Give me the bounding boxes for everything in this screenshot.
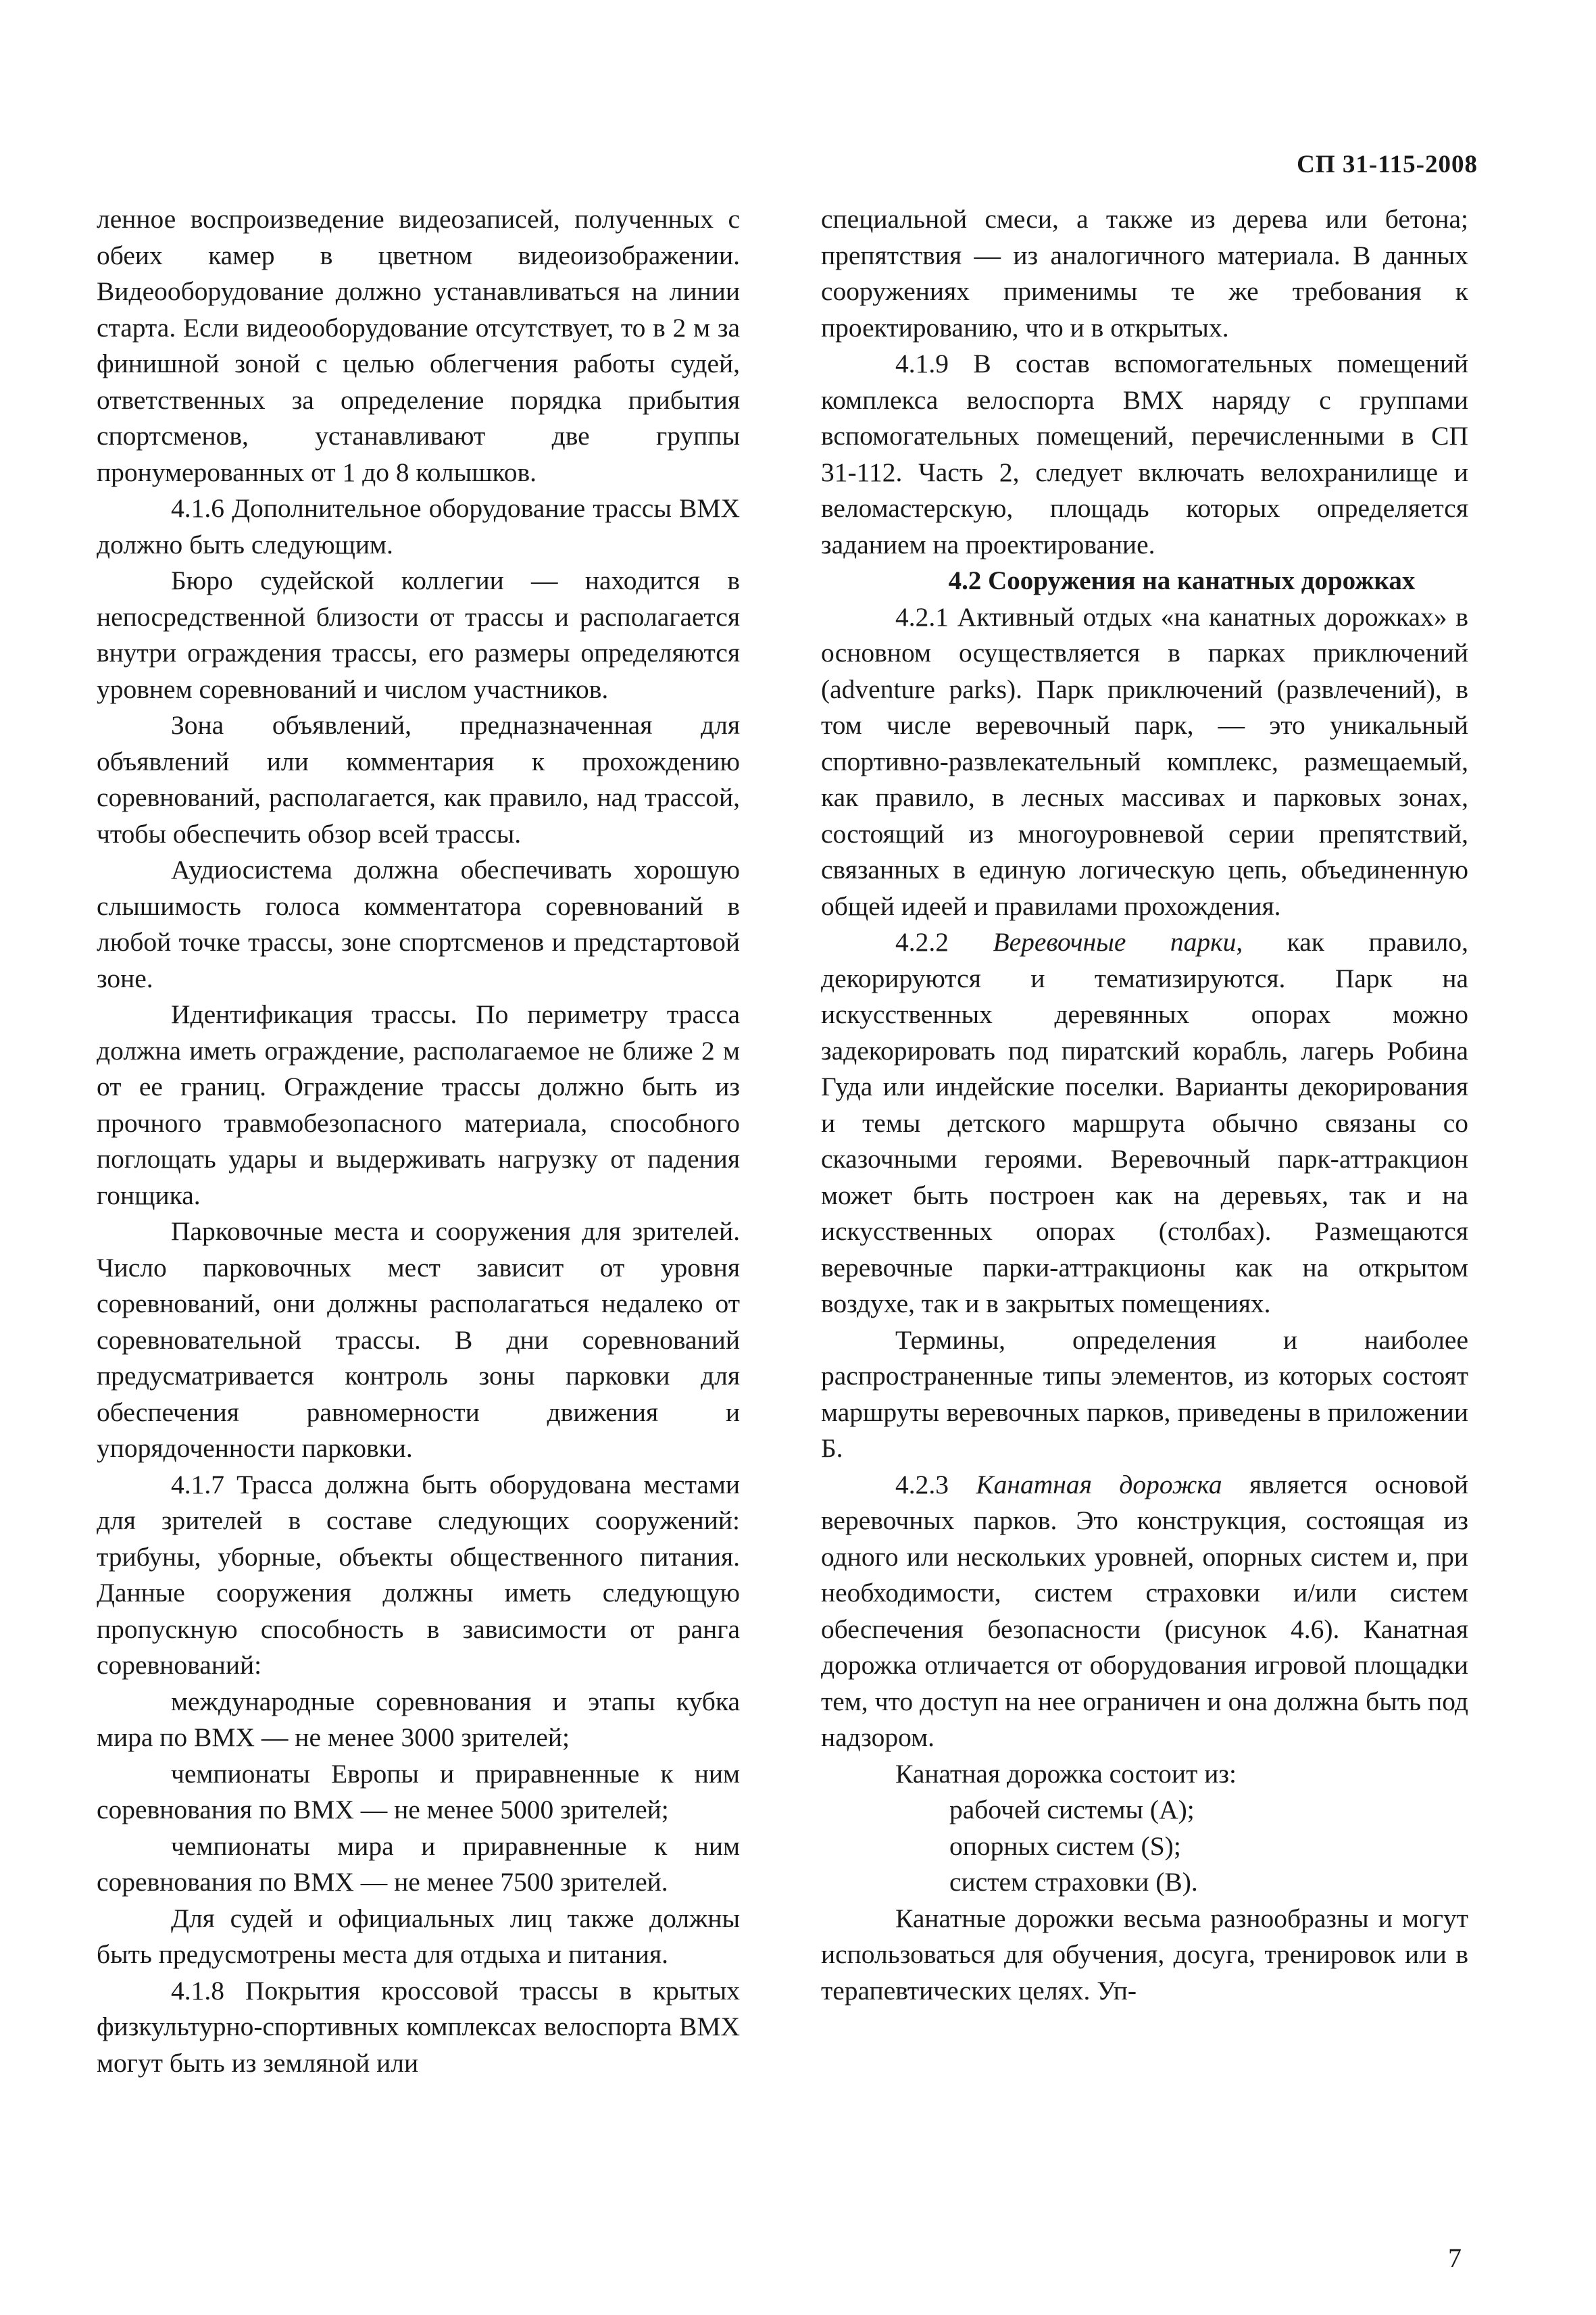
paragraph: 4.1.6 Дополнительное оборудование трассы ВМХ должно быть следующим. (97, 493, 740, 559)
list-item: международные соревнования и этапы кубка мира по ВМХ — не менее 3000 зрителей; (97, 1686, 740, 1752)
paragraph: Бюро судейской коллегии — находится в непосредственной близости от трассы и располагается внутри ограждения трассы, его размеры определяются уровнем соревнований и числом участников. (97, 566, 740, 704)
list-item: чемпионаты мира и приравненные к ним соревнования по ВМХ — не менее 7500 зрителей. (97, 1831, 740, 1897)
left-column (97, 201, 740, 2081)
paragraph: Канатные дорожки весьма разнообразны и могут использоваться для обучения, досуга, тренировок или в терапевтических целях. Уп- (821, 1903, 1468, 2006)
section-title: 4.2 Сооружения на канатных дорожках (948, 566, 1416, 595)
paragraph: 4.1.7 Трасса должна быть оборудована местами для зрителей в составе следующих сооружений: трибуны, уборные, объекты общественного питания. Данные сооружения должны иметь следующую пропускную способность в зависимости от ранга соревнований: (97, 1469, 740, 1680)
paragraph-text: , как правило, декорируются и тематизируются. Парк на искусственных деревянных опорах можно задекорировать под пиратский корабль, лагерь Робина Гуда или индейские поселки. Варианты декорирования и темы детского маршрута обычно связаны со сказочными героями. Веревочный парк-аттракцион может быть построен как на деревьях, так и на искусственных опорах (столбах). Размещаются веревочные парки-аттракционы как на открытом воздухе, так и в закрытых помещениях. (821, 927, 1468, 1318)
term-italic: Канатная дорожка (976, 1469, 1222, 1499)
paragraph: специальной смеси, а также из дерева или бетона; препятствия — из аналогичного материала. В данных сооружениях применимы те же требования к проектированию, что и в открытых. (821, 204, 1468, 343)
paragraph (821, 924, 1468, 1322)
list-item: систем страховки (В). (949, 1867, 1198, 1897)
paragraph (821, 1467, 1468, 1756)
paragraph: Парковочные места и сооружения для зрителей. Число парковочных мест зависит от уровня соревнований, они должны располагаться недалеко от соревновательной трассы. В дни соревнований предусматривается контроль зоны парковки для обеспечения равномерности движения и упорядоченности парковки. (97, 1216, 740, 1463)
paragraph-text: является основой веревочных парков. Это конструкция, состоящая из одного или нескольких уровней, опорных систем и, при необходимости, систем страховки и/или систем обеспечения безопасности (рисунок 4.6). Канатная дорожка отличается от оборудования игровой площадки тем, что доступ на нее ограничен и она должна быть под надзором. (821, 1469, 1468, 1752)
paragraph: Для судей и официальных лиц также должны быть предусмотрены места для отдыха и питания. (97, 1903, 740, 1969)
paragraph: Канатная дорожка состоит из: (895, 1758, 1237, 1789)
page-number: 7 (1448, 2243, 1462, 2273)
paragraph: 4.1.8 Покрытия кроссовой трассы в крытых физкультурно-спортивных комплексах велоспорта ВМХ могут быть из земляной или (97, 1975, 740, 2078)
clause-number: 4.2.2 (895, 927, 993, 957)
right-column (821, 201, 1468, 2009)
paragraph: ленное воспроизведение видеозаписей, полученных с обеих камер в цветном видеоизображении. Видеооборудование должно устанавливаться на линии старта. Если видеооборудование отсутствует, то в 2 м за финишной зоной с целью облегчения работы судей, ответственных за определение порядка прибытия спортсменов, устанавливают две группы пронумерованных от 1 до 8 колышков. (97, 204, 740, 487)
list-item: опорных систем (S); (949, 1831, 1181, 1861)
paragraph: Зона объявлений, предназначенная для объявлений или комментария к прохождению соревнований, располагается, как правило, над трассой, чтобы обеспечить обзор всей трассы. (97, 710, 740, 849)
paragraph: Аудиосистема должна обеспечивать хорошую слышимость голоса комментатора соревнований в любой точке трассы, зоне спортсменов и предстартовой зоне. (97, 855, 740, 993)
list-item: чемпионаты Европы и приравненные к ним соревнования по ВМХ — не менее 5000 зрителей; (97, 1758, 740, 1824)
paragraph: Термины, определения и наиболее распространенные типы элементов, из которых состоят маршруты веревочных парков, приведены в приложении Б. (821, 1324, 1468, 1463)
paragraph: Идентификация трассы. По периметру трасса должна иметь ограждение, располагаемое не ближе 2 м от ее границ. Ограждение трассы должно быть из прочного травмобезопасного материала, способного поглощать удары и выдерживать нагрузку от падения гонщика. (97, 999, 740, 1210)
list-item: рабочей системы (А); (949, 1795, 1195, 1824)
paragraph: 4.2.1 Активный отдых «на канатных дорожках» в основном осуществляется в парках приключений (adventure parks). Парк приключений (развлечений), в том числе веревочный парк, — это уникальный спортивно-развлекательный комплекс, размещаемый, как правило, в лесных массивах и парковых зонах, состоящий из многоуровневой серии препятствий, связанных в единую логическую цепь, объединенную общей идеей и правилами прохождения. (821, 601, 1468, 921)
clause-number: 4.2.3 (895, 1469, 976, 1499)
paragraph: 4.1.9 В состав вспомогательных помещений комплекса велоспорта ВМХ наряду с группами вспомогательных помещений, перечисленными в СП 31-112. Часть 2, следует включать велохранилище и веломастерскую, площадь которых определяется заданием на проектирование. (821, 349, 1468, 559)
term-italic: Веревочные парки (993, 927, 1237, 957)
document-code-header: СП 31-115-2008 (1297, 151, 1478, 178)
